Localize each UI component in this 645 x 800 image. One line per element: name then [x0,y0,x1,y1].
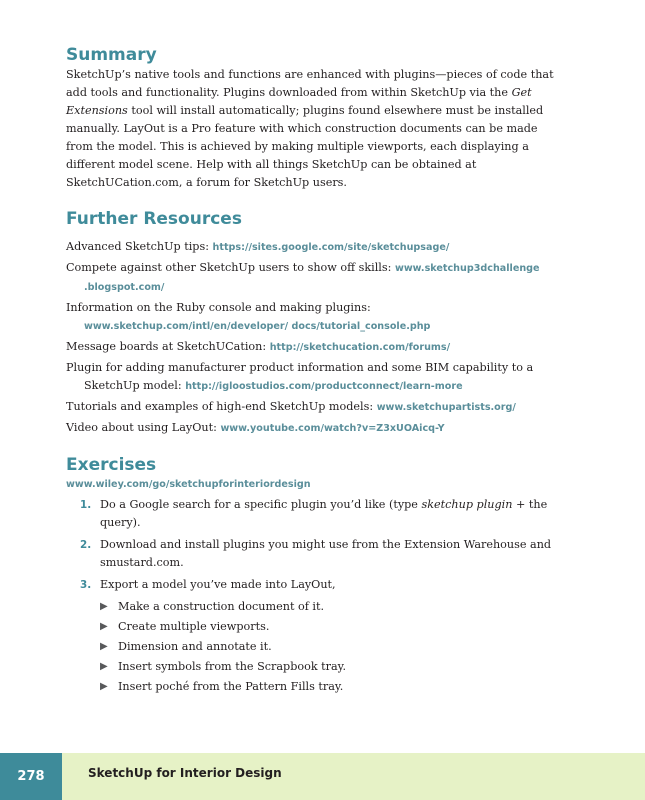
sub-bullets [66,598,566,696]
resource-item [66,299,566,336]
summary-heading: Summary [66,45,157,65]
book-title: SketchUp for Interior Design [88,766,282,780]
step-text: Download and install plugins you might use from the Extension Warehouse and smustard.com. [100,538,552,569]
page-content [66,44,566,698]
resource-item [66,419,566,438]
summary-text-part-1: SketchUp’s native tools and functions are enhanced with plugins—pieces of code that add tools and functionality. Plugins downloaded from within SketchUp via the [66,68,554,99]
resource-link[interactable]: https://sites.google.com/site/sketchupsage/ [212,242,450,253]
resource-link[interactable]: http://igloostudios.com/productconnect/learn-more [185,381,463,392]
resource-label: Compete against other SketchUp users to show off skills: [66,261,395,274]
resource-label: Plugin for adding manufacturer product information and some BIM capability to a SketchUp model: [66,361,534,392]
triangle-bullet-icon: ▶ [100,641,108,652]
step-number: 2. [80,539,92,551]
resource-item [66,359,566,396]
bullet-text: Create multiple viewports. [118,620,270,633]
step-text: Export a model you’ve made into LayOut, [100,578,336,591]
bullet-text: Insert symbols from the Scrapbook tray. [118,660,347,673]
exercises-heading: Exercises [66,455,157,475]
bullet-text: Make a construction document of it. [118,600,325,613]
exercise-step [66,536,566,572]
page-number: 278 [0,753,62,800]
bullet-text: Dimension and annotate it. [118,640,272,653]
resource-label: Video about using LayOut: [66,421,221,434]
exercise-step [66,576,566,594]
resource-link[interactable]: http://sketchucation.com/forums/ [269,342,451,353]
step-text: Do a Google search for a specific plugin you’d like (type [100,498,422,511]
step-number: 3. [80,579,92,591]
summary-text-part-2: tool will install automatically; plugins found elsewhere must be installed manually. LayOut is a Pro feature with which construction documents can be made from the model. This is achieved by making multiple viewports, each displaying a different model scene. Help with all things SketchUp can be obtained at SketchUCation.com, a forum for SketchUp users. [66,104,544,189]
resource-link[interactable]: www.sketchupartists.org/ [376,402,516,413]
resource-item [66,398,566,417]
summary-paragraph [66,66,566,192]
resource-link[interactable]: www.sketchup3dchallenge .blogspot.com/ [84,263,540,293]
bullet-text: Insert poché from the Pattern Fills tray. [118,680,344,693]
bullet-item [66,598,566,616]
step-number: 1. [80,499,92,511]
bullet-item [66,658,566,676]
bullet-item [66,638,566,656]
resource-item [66,259,566,297]
triangle-bullet-icon: ▶ [100,621,108,632]
step-italic-text: sketchup plugin [421,498,513,511]
triangle-bullet-icon: ▶ [100,601,108,612]
exercise-steps [66,496,566,594]
step-text-end: + the query). [100,498,548,529]
resource-link[interactable]: www.sketchup.com/intl/en/developer/ docs/tutorial_console.php [84,321,431,332]
triangle-bullet-icon: ▶ [100,681,108,692]
resources-list [66,238,566,438]
bullet-item [66,618,566,636]
resources-heading: Further Resources [66,209,242,229]
resource-label: Information on the Ruby console and making plugins: [66,301,371,314]
resource-label: Message boards at SketchUCation: [66,340,270,353]
exercise-step [66,496,566,532]
triangle-bullet-icon: ▶ [100,661,108,672]
summary-italic-text: Get Extensions [66,86,532,117]
resource-item [66,238,566,257]
page-footer [0,753,645,800]
resource-link[interactable]: www.youtube.com/watch?v=Z3xUOAicq-Y [220,423,445,434]
resource-item [66,338,566,357]
resource-label: Tutorials and examples of high-end SketchUp models: [66,400,377,413]
exercises-link[interactable]: www.wiley.com/go/sketchupforinteriordesign [66,479,311,490]
resource-label: Advanced SketchUp tips: [66,240,213,253]
bullet-item [66,678,566,696]
